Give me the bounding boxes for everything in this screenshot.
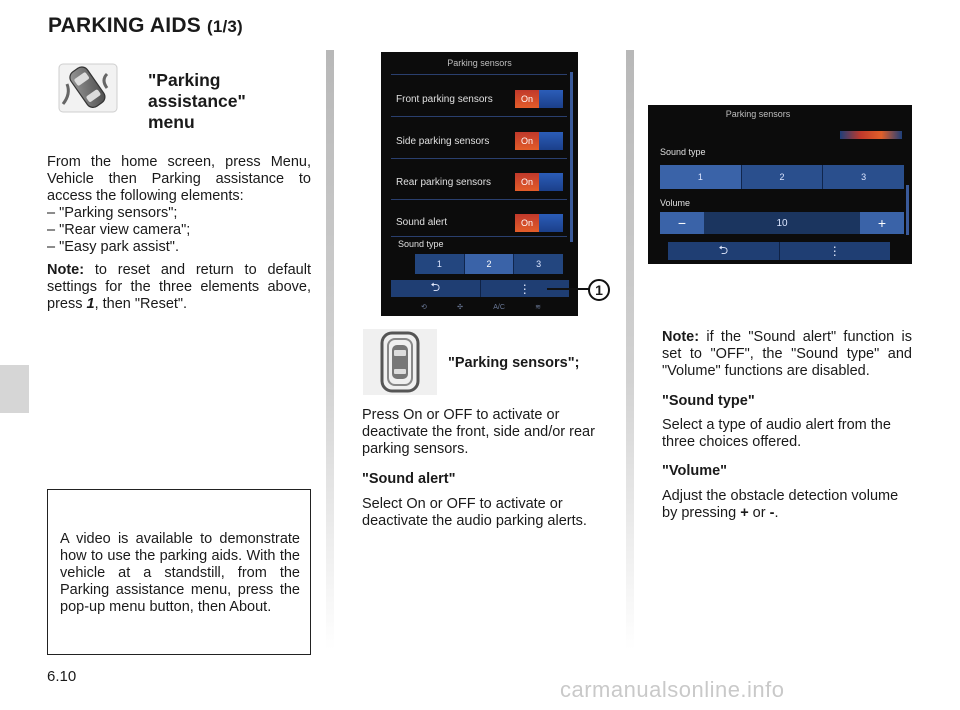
sound-type-label: Sound type xyxy=(660,147,706,157)
volume-label: Volume xyxy=(660,198,691,208)
screen-bottom-bar xyxy=(391,280,569,297)
toggle-on[interactable]: On xyxy=(515,90,539,108)
video-note-text: A video is available to demonstrate how to use the parking aids. With the vehicle at a standstill, from the Parking assistance menu, press the pop-up menu button, then About. xyxy=(60,531,300,615)
volume-value: 10 xyxy=(776,217,788,229)
toggle-on[interactable]: On xyxy=(515,173,539,191)
sound-option-2[interactable]: 2 xyxy=(465,254,515,274)
chapter-tab xyxy=(0,365,29,413)
row-divider xyxy=(391,236,567,237)
screen-bottom-bar xyxy=(668,242,890,260)
page-title-suffix: (1/3) xyxy=(206,17,243,36)
sound-alert-description: Select On or OFF to activate or deactivate the audio parking alerts. xyxy=(362,496,587,529)
sound-type-description: Select a type of audio alert from the three choices offered. xyxy=(662,417,891,450)
ac-label: A/C xyxy=(493,303,505,311)
parking-sensors-heading: "Parking sensors"; xyxy=(448,355,580,371)
screen-title: Parking sensors xyxy=(447,58,512,68)
sound-alert-heading: "Sound alert" xyxy=(362,471,456,487)
volume-minus-button[interactable]: − xyxy=(660,212,704,234)
scrollbar[interactable] xyxy=(906,185,909,235)
sound-option-3[interactable]: 3 xyxy=(861,172,867,182)
page-number: 6.10 xyxy=(47,668,77,685)
toggle-off[interactable] xyxy=(539,214,563,232)
rear-sensors-toggle[interactable] xyxy=(515,173,563,191)
toggle-off[interactable] xyxy=(539,173,563,191)
row-label: Front parking sensors xyxy=(396,94,493,105)
volume-control xyxy=(660,212,904,234)
disabled-note: Note: if the "Sound alert" function is set to "OFF", the "Sound type" and "Volume" functions are disabled. xyxy=(662,329,912,379)
back-button[interactable]: ⮌ xyxy=(668,242,780,260)
intro-text: From the home screen, press Menu, Vehicle then Parking assistance to access the following elements: xyxy=(47,154,311,204)
parking-sensors-screen-1 xyxy=(381,52,578,316)
toggle-off[interactable] xyxy=(539,132,563,150)
sound-type-heading: "Sound type" xyxy=(662,393,755,409)
page-title: PARKING AIDS (1/3) xyxy=(48,14,243,37)
list-item: – "Easy park assist". xyxy=(47,239,179,255)
row-divider xyxy=(391,158,567,159)
toggle-on[interactable]: On xyxy=(515,214,539,232)
elements-list xyxy=(47,205,311,256)
list-item: – "Rear view camera"; xyxy=(47,222,191,238)
front-sensors-toggle[interactable] xyxy=(515,90,563,108)
sound-option-2[interactable]: 2 xyxy=(742,165,824,189)
popup-menu-button[interactable]: ⋮ xyxy=(518,281,531,296)
toggle-on[interactable]: On xyxy=(515,132,539,150)
side-sensors-toggle[interactable] xyxy=(515,132,563,150)
watermark: carmanualsonline.info xyxy=(560,677,785,702)
menu-heading: "Parking assistance" menu xyxy=(148,70,246,132)
list-item: – "Parking sensors"; xyxy=(47,205,178,221)
reset-note: Note: to reset and return to default settings for the three elements above, press 1, then "Reset". xyxy=(47,262,311,312)
row-label: Sound alert xyxy=(396,217,448,228)
heat-icon: ≋ xyxy=(535,304,541,311)
volume-plus-button[interactable]: + xyxy=(860,212,904,234)
climate-strip xyxy=(421,300,541,314)
row-divider xyxy=(391,74,567,75)
sound-option-3[interactable]: 3 xyxy=(536,259,542,269)
callout-line xyxy=(547,288,589,290)
parking-sensors-screen-2 xyxy=(648,105,912,264)
volume-description: Adjust the obstacle detection volume by pressing + or -. xyxy=(662,488,899,521)
column-divider-left xyxy=(326,50,334,650)
sound-option-1[interactable]: 1 xyxy=(415,254,465,274)
popup-menu-button[interactable]: ⋮ xyxy=(828,244,841,258)
sound-type-label: Sound type xyxy=(398,239,444,249)
row-label: Rear parking sensors xyxy=(396,177,492,188)
fan-icon: ✣ xyxy=(457,304,463,311)
parking-assistance-icon xyxy=(57,60,119,115)
previous-setting-bar xyxy=(840,131,902,139)
sensors-description: Press On or OFF to activate or deactivate the front, side and/or rear parking sensors. xyxy=(362,407,595,457)
sound-alert-toggle[interactable] xyxy=(515,214,563,232)
volume-heading: "Volume" xyxy=(662,463,728,479)
back-button[interactable]: ⮌ xyxy=(391,280,481,297)
sound-type-selector[interactable] xyxy=(660,165,904,189)
scrollbar[interactable] xyxy=(570,72,573,242)
recirculation-icon: ⟲ xyxy=(421,304,427,311)
row-divider xyxy=(391,116,567,117)
row-divider xyxy=(391,199,567,200)
parking-sensors-icon xyxy=(363,329,437,395)
sound-option-1[interactable]: 1 xyxy=(660,165,742,189)
sound-type-selector[interactable] xyxy=(415,254,563,274)
screen-title: Parking sensors xyxy=(725,109,791,119)
row-label: Side parking sensors xyxy=(396,136,490,147)
callout-1: 1 xyxy=(588,279,610,301)
toggle-off[interactable] xyxy=(539,90,563,108)
column-divider-right xyxy=(626,50,634,650)
